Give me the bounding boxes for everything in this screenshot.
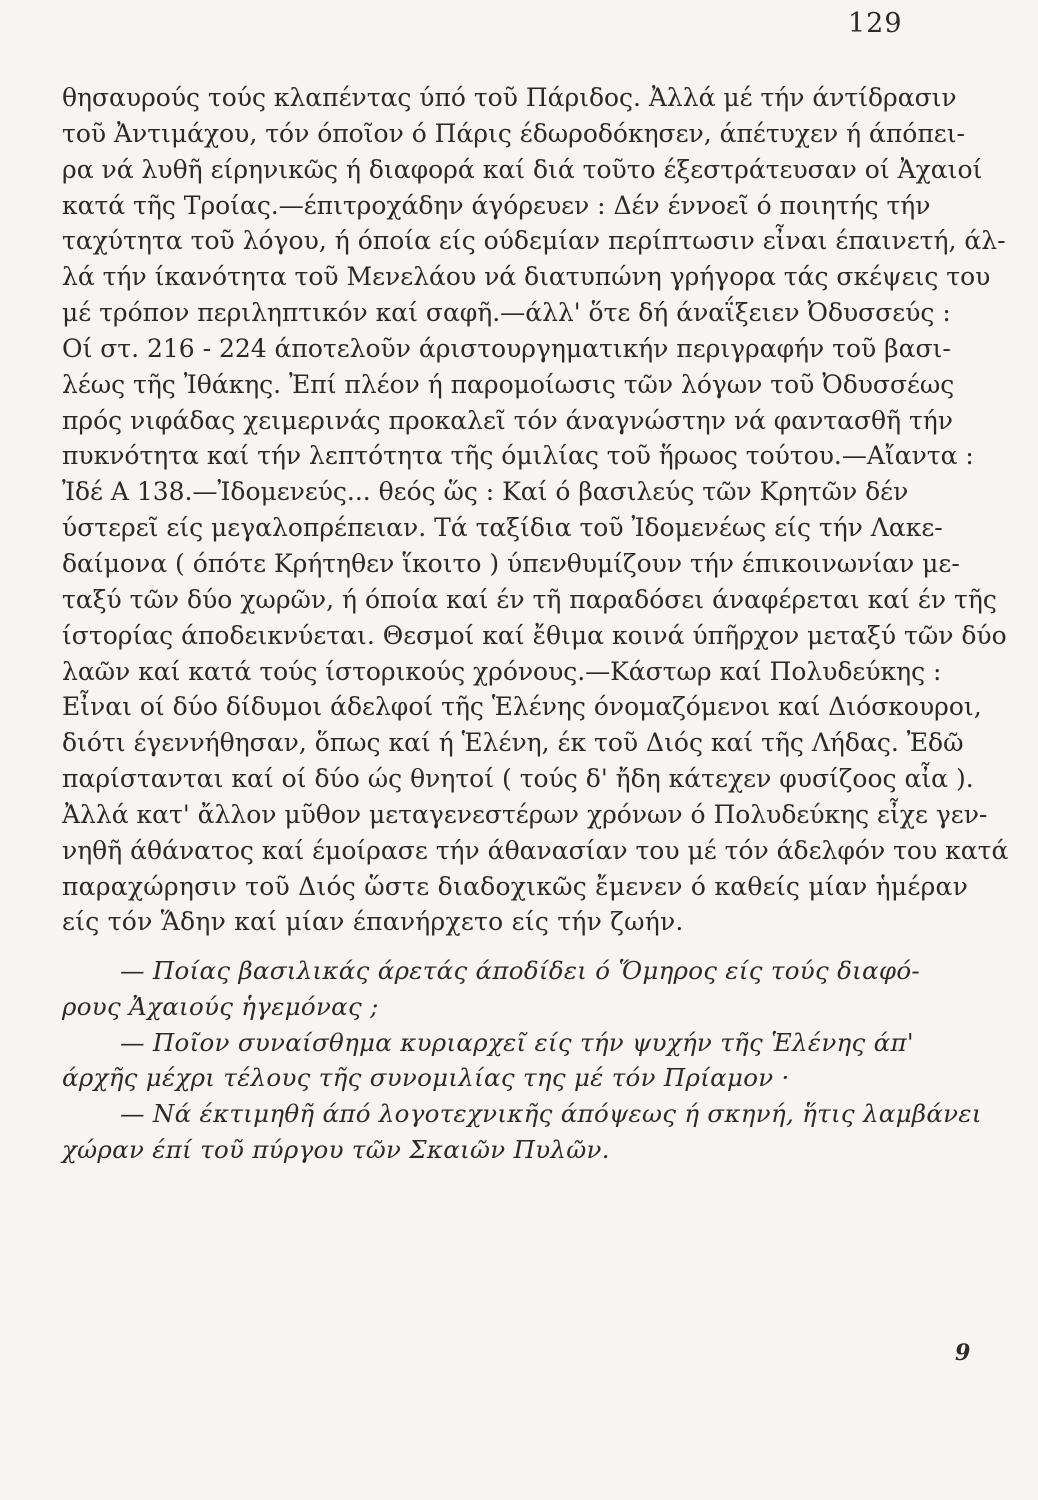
question-line: — Ποῖον συναίσθημα κυριαρχεῖ είς τήν ψυχήν τῆς Ἑλένης άπ' <box>120 1027 914 1057</box>
text-line: μέ τρόπον περιληπτικόν καί σαφῆ.—άλλ' ὅτε δή άναΐξειεν Ὀδυσσεύς : <box>62 298 951 328</box>
text-line: κατά τῆς Τροίας.—έπιτροχάδην άγόρευεν : Δέν έννοεῖ ό ποιητής τήν <box>62 190 931 220</box>
text-line: Εἶναι οί δύο δίδυμοι άδελφοί τῆς Ἑλένης όνομαζόμενοι καί Διόσκουροι, <box>62 692 982 722</box>
question-line: χώραν έπί τοῦ πύργου τῶν Σκαιῶν Πυλῶν. <box>62 1134 610 1164</box>
text-line: πυκνότητα καί τήν λεπτότητα τῆς όμιλίας τοῦ ἥρωος τούτου.—Αἴαντα : <box>62 441 974 471</box>
text-line: είς τόν Ἅδην καί μίαν έπανήρχετο είς τήν ζωήν. <box>62 907 684 937</box>
text-line: πρός νιφάδας χειμερινάς προκαλεῖ τόν άναγνώστην νά φαντασθῆ τήν <box>62 405 953 435</box>
text-line: ίστορίας άποδεικνύεται. Θεσμοί καί ἔθιμα κοινά ύπῆρχον μεταξύ τῶν δύο <box>62 620 1007 650</box>
text-line: λαῶν καί κατά τούς ίστορικούς χρόνους.—Κάστωρ καί Πολυδεύκης : <box>62 656 942 686</box>
page-number: 129 <box>848 8 903 39</box>
text-line: Ἰδέ Α 138.—Ἰδομενεύς... θεός ὥς : Καί ό βασιλεύς τῶν Κρητῶν δέν <box>62 477 909 507</box>
text-line: δαίμονα ( όπότε Κρήτηθεν ἵκοιτο ) ύπενθυμίζουν τήν έπικοινωνίαν με- <box>62 548 960 578</box>
text-line: διότι έγεννήθησαν, ὅπως καί ή Ἑλένη, έκ τοῦ Διός καί τῆς Λήδας. Ἐδῶ <box>62 728 964 758</box>
question-line: άρχῆς μέχρι τέλους τῆς συνομιλίας της μέ τόν Πρίαμον · <box>62 1063 790 1093</box>
text-line: ύστερεῖ είς μεγαλοπρέπειαν. Τά ταξίδια τοῦ Ἰδομενέως είς τήν Λακε- <box>62 513 943 543</box>
text-line: παρίστανται καί οί δύο ώς θνητοί ( τούς δ' ἤδη κάτεχεν φυσίζοος αἶα ). <box>62 764 974 794</box>
text-line: τοῦ Ἀντιμάχου, τόν όποῖον ό Πάρις έδωροδόκησεν, άπέτυχεν ή άπόπει- <box>62 118 965 148</box>
question-line: — Ποίας βασιλικάς άρετάς άποδίδει ό Ὅμηρος είς τούς διαφό- <box>120 956 920 985</box>
text-line: θησαυρούς τούς κλαπέντας ύπό τοῦ Πάριδος. Ἀλλά μέ τήν άντίδρασιν <box>62 83 957 112</box>
text-line: ταχύτητα τοῦ λόγου, ή όποία είς ούδεμίαν περίπτωσιν εἶναι έπαινετή, άλ- <box>62 226 1006 256</box>
signature-mark: 9 <box>955 1340 971 1366</box>
text-line: νηθῆ άθάνατος καί έμοίρασε τήν άθανασίαν του μέ τόν άδελφόν του κατά <box>62 835 1009 865</box>
text-line: Οί στ. 216 - 224 άποτελοῦν άριστουργηματικήν περιγραφήν τοῦ βασι- <box>62 333 951 363</box>
text-line: ταξύ τῶν δύο χωρῶν, ή όποία καί έν τῆ παραδόσει άναφέρεται καί έν τῆς <box>62 584 997 614</box>
text-line: λέως τῆς Ἰθάκης. Ἐπί πλέον ή παρομοίωσις τῶν λόγων τοῦ Ὀδυσσέως <box>62 369 955 399</box>
question-line: ρους Ἀχαιούς ἡγεμόνας ; <box>62 991 379 1021</box>
text-line: ρα νά λυθῆ είρηνικῶς ή διαφορά καί διά τοῦτο έξεστράτευσαν οί Ἀχαιοί <box>62 154 983 184</box>
question-line: — Νά έκτιμηθῆ άπό λογοτεχνικῆς άπόψεως ή σκηνή, ἥτις λαμβάνει <box>120 1099 982 1129</box>
text-line: Ἀλλά κατ' ἄλλον μῦθον μεταγενεστέρων χρόνων ό Πολυδεύκης εἶχε γεν- <box>62 799 988 829</box>
study-questions <box>62 953 982 1168</box>
text-line: παραχώρησιν τοῦ Διός ὥστε διαδοχικῶς ἔμενεν ό καθείς μίαν ἡμέραν <box>62 871 969 901</box>
commentary-text <box>62 80 1008 940</box>
text-line: λά τήν ίκανότητα τοῦ Μενελάου νά διατυπώνη γρήγορα τάς σκέψεις του <box>62 262 991 292</box>
